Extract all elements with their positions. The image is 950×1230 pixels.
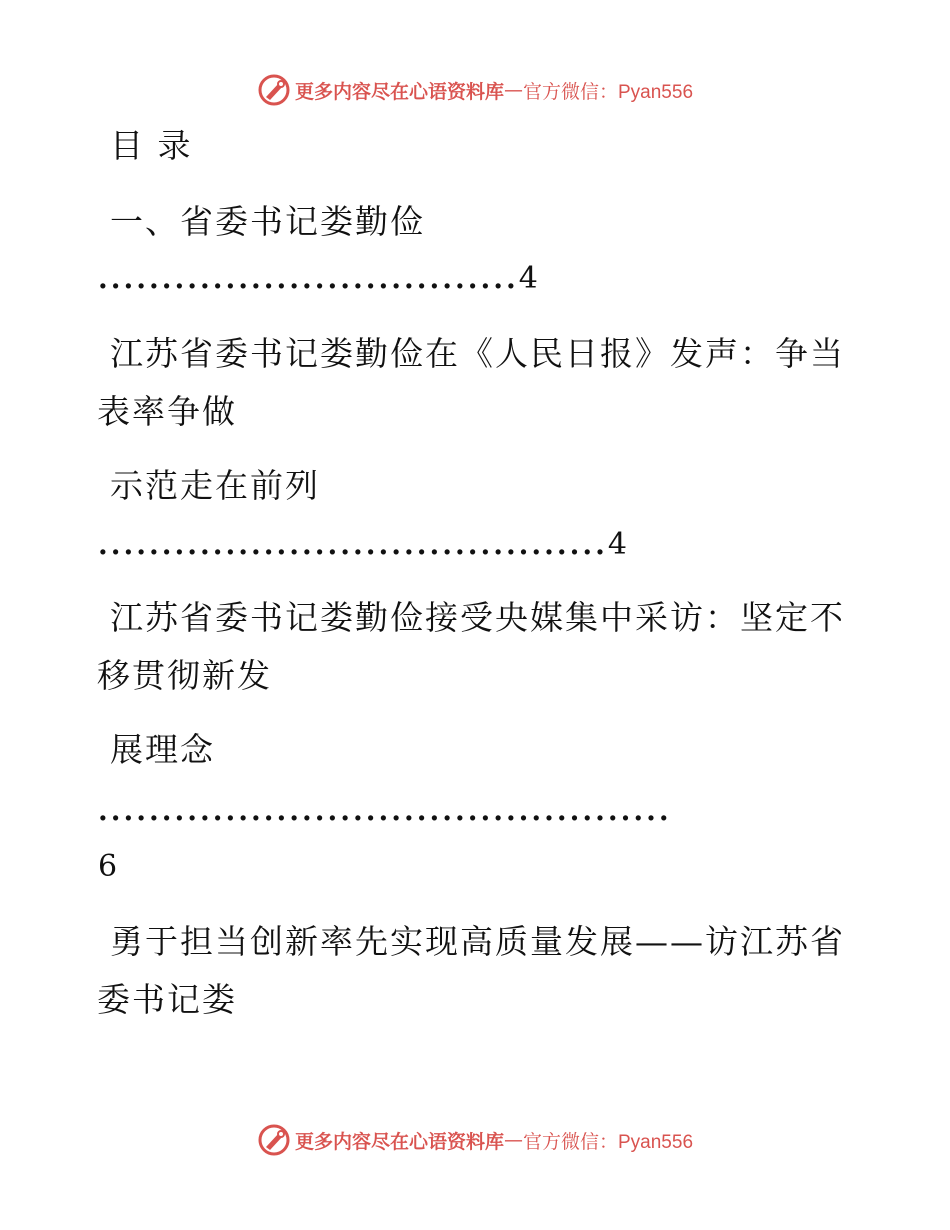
toc-entry-3-page: 6 [98,849,118,884]
toc-entry-2-line-1: 江苏省委书记娄勤俭在《人民日报》发声：争当 [110,334,845,373]
toc-entry-2-page: 4 [607,527,628,562]
banner-main-text: 更多内容尽在心语资料库 [294,80,504,103]
banner-wechat-text: 官方微信：Pyan556 [523,1131,694,1153]
pen-circle-logo-icon [257,1123,291,1157]
toc-title: 目 录 [110,126,193,165]
pen-circle-logo-icon [257,73,291,107]
toc-entry-3-line-3: 展理念 [110,730,215,769]
footer-banner [0,1120,950,1160]
banner-dash: — [504,79,523,101]
toc-entry-4-line-2: 委书记娄 [97,980,237,1019]
header-banner [0,70,950,110]
toc-entry-4-line-1: 勇于担当创新率先实现高质量发展——访江苏省 [110,922,845,961]
banner-wechat-text: 官方微信：Pyan556 [523,81,694,103]
toc-entry-3-line-2: 移贯彻新发 [97,656,272,695]
toc-entry-1-line-1: 一、省委书记娄勤俭 [110,202,425,241]
toc-entry-2-line-2: 表率争做 [97,392,237,431]
toc-entry-3-leader: ............................................. [98,794,672,827]
toc-entry-3-page-line [98,849,118,884]
toc-entry-2-line-3: 示范走在前列 [110,466,320,505]
toc-entry-3-line-1: 江苏省委书记娄勤俭接受央媒集中采访：坚定不 [110,598,845,637]
toc-entry-2-leader: ........................................4 [98,527,628,562]
banner-dash: — [504,1129,523,1151]
toc-entry-1-leader: .................................4 [98,261,538,296]
toc-entry-1-page: 4 [518,261,538,296]
banner-main-text: 更多内容尽在心语资料库 [294,1130,504,1153]
